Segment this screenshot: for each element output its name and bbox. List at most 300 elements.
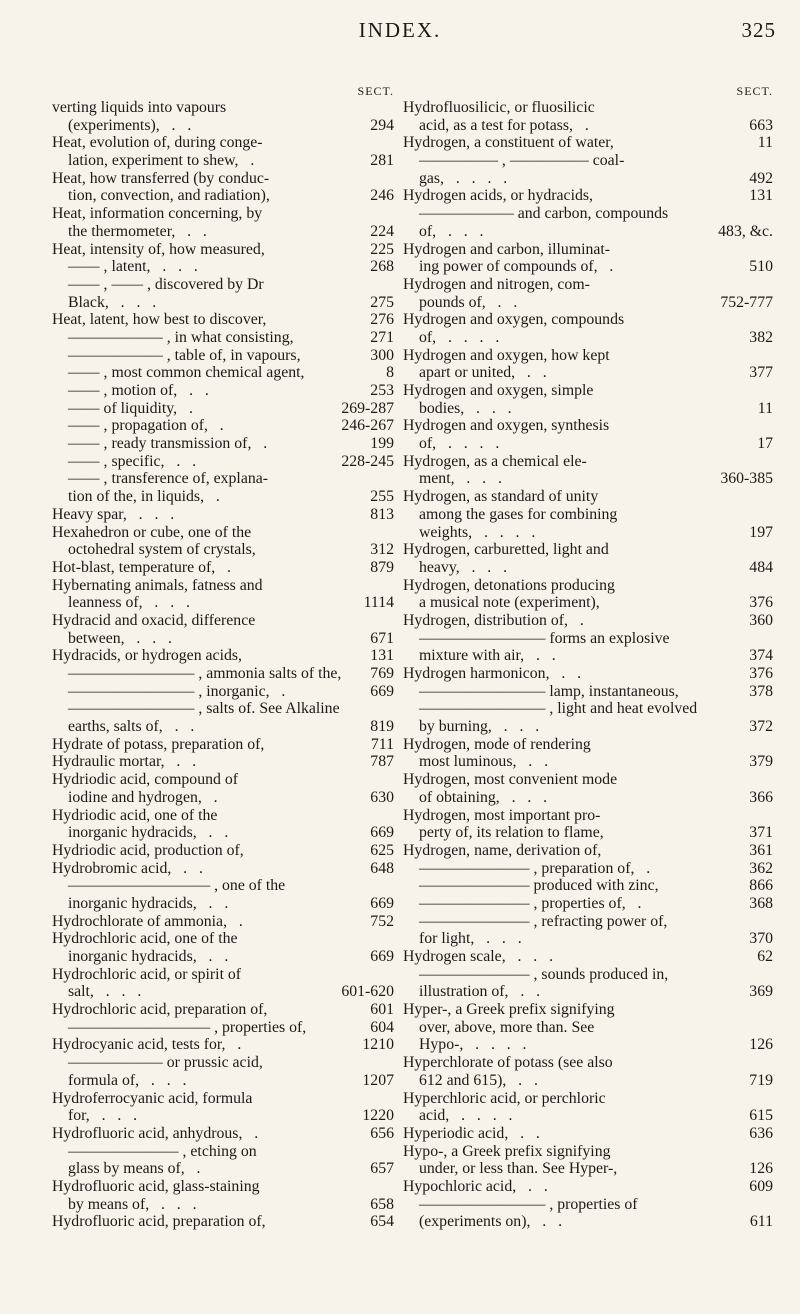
entry-text: among the gases for combining	[419, 505, 618, 523]
entry-text: Hot-blast, temperature of, .	[52, 558, 231, 576]
index-entry-line	[52, 877, 394, 895]
section-number: 484	[749, 558, 773, 576]
entry-text: Hydrocyanic acid, tests for, .	[52, 1036, 242, 1054]
section-number: 483, &c.	[718, 222, 773, 240]
index-entries-right	[403, 99, 773, 1231]
section-number: 379	[749, 753, 773, 771]
entry-text: weights, . . . .	[419, 523, 536, 541]
entry-text: ————————— , one of the	[68, 877, 286, 895]
entry-text: acid, as a test for potass, .	[419, 116, 589, 134]
section-number: 372	[749, 718, 773, 736]
entry-text: ——————— , refracting power of,	[419, 912, 668, 930]
index-entry-line	[403, 1196, 773, 1214]
section-number: 246-267	[341, 417, 394, 435]
entry-text: ——————— , properties of, .	[419, 894, 642, 912]
entry-text: Hydrate of potass, preparation of,	[52, 735, 265, 753]
index-entry-line	[52, 1001, 394, 1019]
entry-text: bodies, . . .	[419, 399, 512, 417]
section-number: 625	[370, 841, 394, 859]
index-entry-line	[403, 117, 773, 135]
section-number: 492	[749, 169, 773, 187]
index-entry-line	[403, 877, 773, 895]
entry-text: —— of liquidity, .	[68, 399, 193, 417]
section-number: 362	[749, 859, 773, 877]
section-number: 268	[370, 258, 394, 276]
index-entry-line	[403, 99, 773, 117]
index-entry-line	[52, 1036, 394, 1054]
index-entry-line	[52, 930, 394, 948]
index-entry-line	[52, 294, 394, 312]
section-number: 382	[749, 328, 773, 346]
index-column-left	[52, 84, 394, 1231]
section-number: 752	[370, 912, 394, 930]
section-number: 769	[370, 665, 394, 682]
section-number: 866	[749, 877, 773, 895]
index-entry-line	[403, 134, 773, 152]
index-entry-line	[403, 294, 773, 312]
index-entry-line	[52, 807, 394, 825]
index-entry-line	[403, 718, 773, 736]
section-number: 669	[370, 682, 394, 700]
index-entry-line	[403, 1054, 773, 1072]
index-entry-line	[52, 329, 394, 347]
entry-text: —— , ready transmission of, .	[68, 435, 268, 453]
index-entry-line	[403, 276, 773, 294]
entry-text: Hydrofluoric acid, anhydrous, .	[52, 1124, 259, 1142]
section-number: 669	[370, 894, 394, 912]
entry-text: ———————— , properties of	[419, 1195, 638, 1213]
index-entry-line	[52, 241, 394, 259]
section-number: 656	[370, 1124, 394, 1142]
entry-text: Heat, intensity of, how measured,	[52, 240, 265, 258]
page-header	[0, 8, 800, 44]
index-entry-line	[403, 205, 773, 223]
index-entry-line	[403, 1072, 773, 1090]
entry-text: Hydriodic acid, production of,	[52, 841, 244, 859]
index-entry-line	[403, 364, 773, 382]
entry-text: Hypo-, a Greek prefix signifying	[403, 1142, 611, 1160]
entry-text: leanness of, . . .	[68, 594, 190, 612]
entry-text: apart or united, . .	[419, 364, 547, 382]
index-entry-line	[52, 559, 394, 577]
section-number: 752-777	[720, 293, 773, 311]
section-number: 719	[749, 1071, 773, 1089]
entry-text: Hybernating animals, fatness and	[52, 576, 263, 594]
sect-label: SECT.	[736, 84, 773, 98]
entry-text: of, . . . .	[419, 435, 500, 453]
section-number: 224	[370, 222, 394, 240]
index-column-right	[403, 84, 773, 1231]
entry-text: ——————— produced with zinc,	[419, 877, 659, 895]
section-number: 604	[370, 1018, 394, 1036]
index-entry-line	[52, 789, 394, 807]
index-entry-line	[403, 435, 773, 453]
entry-text: —— , most common chemical agent,	[68, 364, 305, 382]
index-entry-line	[403, 1107, 773, 1125]
page-number: 325	[741, 18, 776, 42]
index-entry-line	[52, 913, 394, 931]
entry-text: —— , propagation of, .	[68, 417, 224, 435]
entry-text: (experiments on), . .	[419, 1213, 563, 1231]
index-entry-line	[403, 311, 773, 329]
entry-text: tion of the, in liquids, .	[68, 488, 220, 506]
entry-text: Hydrogen, detonations producing	[403, 576, 615, 594]
index-entry-line	[52, 718, 394, 736]
index-entry-line	[403, 771, 773, 789]
section-number: 510	[749, 258, 773, 276]
section-number: 711	[370, 735, 394, 753]
index-entry-line	[403, 577, 773, 595]
index-entry-line	[403, 453, 773, 471]
index-entry-line	[403, 417, 773, 435]
entry-text: Hypo-, . . . .	[419, 1036, 527, 1054]
entry-text: ———————— , ammonia salts of the,	[68, 665, 342, 682]
section-number: 669	[370, 948, 394, 965]
entry-text: Hydrochloric acid, or spirit of	[52, 965, 242, 983]
section-number: 378	[749, 682, 773, 700]
entry-text: verting liquids into vapours	[52, 99, 227, 116]
entry-text: Heat, how transferred (by conduc-	[52, 169, 270, 187]
section-number: 377	[749, 364, 773, 382]
index-entry-line	[52, 966, 394, 984]
index-entry-line	[403, 258, 773, 276]
section-number: 669	[370, 824, 394, 842]
entry-text: formula of, . . .	[68, 1071, 187, 1089]
section-number: 197	[749, 523, 773, 541]
entry-text: of obtaining, . . .	[419, 788, 548, 806]
section-number: 671	[370, 629, 394, 647]
entry-text: ———————— forms an explosive	[419, 629, 670, 647]
index-entry-line	[403, 683, 773, 701]
index-entry-line	[52, 400, 394, 418]
index-entry-line	[52, 647, 394, 665]
index-entry-line	[403, 1125, 773, 1143]
index-entry-line	[52, 771, 394, 789]
section-number: 630	[370, 788, 394, 806]
section-number: 658	[370, 1195, 394, 1213]
section-number: 787	[370, 753, 394, 771]
entry-text: —————— or prussic acid,	[68, 1054, 263, 1072]
index-entry-line	[403, 860, 773, 878]
index-entry-line	[403, 152, 773, 170]
entry-text: ——————— , sounds produced in,	[419, 965, 669, 983]
index-entry-line	[52, 1178, 394, 1196]
entry-text: Hydrochloric acid, preparation of,	[52, 1001, 268, 1019]
index-entry-line	[52, 152, 394, 170]
index-entries-left	[52, 99, 394, 1231]
index-entry-line	[403, 594, 773, 612]
entry-text: Hydrogen, a constituent of water,	[403, 134, 614, 152]
index-entry-line	[403, 753, 773, 771]
entry-text: ————— , ————— coal-	[419, 152, 625, 170]
section-number: 8	[386, 364, 394, 382]
entry-text: tion, convection, and radiation),	[68, 187, 270, 205]
index-entry-line	[403, 1036, 773, 1054]
entry-text: of, . . .	[419, 222, 484, 240]
entry-text: Hydrogen, carburetted, light and	[403, 541, 609, 559]
index-entry-line	[52, 1143, 394, 1161]
entry-text: Hydrogen, name, derivation of,	[403, 841, 602, 859]
entry-text: by means of, . . .	[68, 1195, 197, 1213]
index-entry-line	[403, 736, 773, 754]
entry-text: Hydraulic mortar, . .	[52, 753, 197, 771]
entry-text: Heat, evolution of, during conge-	[52, 134, 263, 152]
entry-text: —— , —— , discovered by Dr	[68, 275, 264, 293]
section-number: 11	[757, 134, 773, 152]
index-entry-line	[403, 842, 773, 860]
index-entry-line	[52, 311, 394, 329]
section-number: 255	[370, 488, 394, 506]
index-entry-line	[403, 1019, 773, 1037]
entry-text: ment, . . .	[419, 470, 502, 488]
index-entry-line	[403, 700, 773, 718]
entry-text: inorganic hydracids, . .	[68, 948, 229, 965]
entry-text: Hydrofluosilicic, or fluosilicic	[403, 99, 595, 116]
section-number: 131	[370, 647, 394, 665]
index-entry-line	[52, 612, 394, 630]
entry-text: Hydracid and oxacid, difference	[52, 611, 256, 629]
index-entry-line	[52, 99, 394, 117]
entry-text: lation, experiment to shew, .	[68, 152, 255, 170]
section-number: 371	[749, 824, 773, 842]
entry-text: Hyper-, a Greek prefix signifying	[403, 1001, 615, 1019]
section-number: 368	[749, 894, 773, 912]
index-entry-line	[403, 329, 773, 347]
index-entry-line	[52, 258, 394, 276]
entry-text: Hydrogen and oxygen, synthesis	[403, 417, 610, 435]
section-number: 813	[370, 505, 394, 523]
section-number: 879	[370, 558, 394, 576]
index-entry-line	[403, 470, 773, 488]
index-entry-line	[52, 117, 394, 135]
entry-text: Hydrogen, most convenient mode	[403, 771, 618, 789]
entry-text: —————— , in what consisting,	[68, 328, 294, 346]
entry-text: Hydrogen harmonicon, . .	[403, 665, 582, 682]
index-entry-line	[52, 364, 394, 382]
section-number: 654	[370, 1213, 394, 1231]
entry-text: Hydrofluoric acid, glass-staining	[52, 1177, 260, 1195]
entry-text: glass by means of, .	[68, 1160, 201, 1178]
index-entry-line	[52, 417, 394, 435]
section-number: 369	[749, 983, 773, 1001]
index-entry-line	[403, 400, 773, 418]
entry-text: Hydrogen, as standard of unity	[403, 488, 599, 506]
section-number: 601	[370, 1001, 394, 1019]
index-entry-line	[403, 524, 773, 542]
index-entry-line	[52, 630, 394, 648]
section-number: 246	[370, 187, 394, 205]
entry-text: Hydrochloric acid, one of the	[52, 930, 238, 948]
entry-text: Heavy spar, . . .	[52, 505, 175, 523]
index-entry-line	[52, 1054, 394, 1072]
index-entry-line	[403, 187, 773, 205]
section-number: 636	[749, 1124, 773, 1142]
index-entry-line	[403, 1160, 773, 1178]
entry-text: inorganic hydracids, . .	[68, 824, 229, 842]
entry-text: Hydrogen and oxygen, how kept	[403, 346, 610, 364]
section-number: 609	[749, 1177, 773, 1195]
entry-text: illustration of, . .	[419, 983, 541, 1001]
index-entry-line	[403, 241, 773, 259]
section-number: 17	[757, 435, 773, 453]
entry-text: of, . . . .	[419, 328, 500, 346]
index-entry-line	[403, 665, 773, 683]
index-entry-line	[403, 223, 773, 241]
entry-text: iodine and hydrogen, .	[68, 788, 218, 806]
entry-text: ——————— , etching on	[68, 1142, 257, 1160]
index-entry-line	[52, 524, 394, 542]
index-entry-line	[52, 824, 394, 842]
index-entry-line	[52, 1019, 394, 1037]
index-entry-line	[403, 382, 773, 400]
section-number: 648	[370, 859, 394, 877]
entry-text: between, . . .	[68, 629, 172, 647]
section-number: 253	[370, 382, 394, 399]
index-entry-line	[52, 453, 394, 471]
index-entry-line	[403, 612, 773, 630]
index-entry-line	[52, 435, 394, 453]
index-entry-line	[403, 1213, 773, 1231]
index-entry-line	[403, 895, 773, 913]
index-entry-line	[52, 347, 394, 365]
index-entry-line	[52, 205, 394, 223]
entry-text: Hydrogen acids, or hydracids,	[403, 187, 593, 205]
entry-text: Hydrogen, mode of rendering	[403, 735, 591, 753]
index-entry-line	[52, 1160, 394, 1178]
entry-text: mixture with air, . .	[419, 647, 556, 665]
entry-text: ——————— , preparation of, .	[419, 859, 651, 877]
entry-text: Hydrogen, most important pro-	[403, 806, 601, 824]
index-entry-line	[52, 1090, 394, 1108]
entry-text: Hydrogen scale, . . .	[403, 948, 554, 965]
index-entry-line	[52, 541, 394, 559]
index-entry-line	[403, 170, 773, 188]
section-number: 663	[749, 116, 773, 134]
index-entry-line	[403, 630, 773, 648]
entry-text: Hydrochlorate of ammonia, .	[52, 912, 243, 930]
index-entry-line	[403, 913, 773, 931]
index-entry-line	[403, 966, 773, 984]
entry-text: most luminous, . .	[419, 753, 549, 771]
index-entry-line	[52, 1125, 394, 1143]
section-number: 366	[749, 788, 773, 806]
index-entry-line	[52, 842, 394, 860]
section-number: 225	[370, 240, 394, 258]
entry-text: Hydriodic acid, compound of	[52, 771, 239, 789]
index-entry-line	[52, 895, 394, 913]
index-entry-line	[52, 134, 394, 152]
index-entry-line	[52, 683, 394, 701]
entry-text: Hydrofluoric acid, preparation of,	[52, 1213, 266, 1231]
entry-text: Hydrogen, as a chemical ele-	[403, 452, 587, 470]
entry-text: Black, . . .	[68, 293, 157, 311]
index-entry-line	[52, 665, 394, 683]
entry-text: Hydroferrocyanic acid, formula	[52, 1089, 253, 1107]
section-number: 275	[370, 293, 394, 311]
section-number: 376	[749, 594, 773, 612]
index-entry-line	[52, 948, 394, 966]
section-number: 657	[370, 1160, 394, 1178]
entry-text: earths, salts of, . .	[68, 718, 195, 736]
index-entry-line	[403, 930, 773, 948]
section-number: 228-245	[341, 452, 394, 470]
section-number: 271	[370, 328, 394, 346]
entry-text: Heat, latent, how best to discover,	[52, 311, 267, 329]
section-number: 294	[370, 116, 394, 134]
entry-text: Hydrogen and carbon, illuminat-	[403, 240, 611, 258]
entry-text: ———————— , light and heat evolved	[419, 700, 698, 718]
entry-text: —————— , table of, in vapours,	[68, 346, 301, 364]
index-entry-line	[403, 948, 773, 966]
entry-text: for light, . . .	[419, 930, 522, 948]
section-number: 376	[749, 665, 773, 682]
index-entry-line	[403, 1090, 773, 1108]
index-entry-line	[52, 860, 394, 878]
entry-text: pounds of, . .	[419, 293, 518, 311]
entry-text: for, . . .	[68, 1107, 138, 1125]
section-number: 131	[749, 187, 773, 205]
index-entry-line	[403, 983, 773, 1001]
entry-text: (experiments), . .	[68, 116, 192, 134]
entry-text: Hexahedron or cube, one of the	[52, 523, 252, 541]
index-entry-line	[403, 1178, 773, 1196]
entry-text: gas, . . . .	[419, 169, 508, 187]
entry-text: octohedral system of crystals,	[68, 541, 256, 559]
index-entry-line	[52, 700, 394, 718]
index-entry-line	[403, 824, 773, 842]
index-entry-line	[52, 382, 394, 400]
entry-text: Hyperchloric acid, or perchloric	[403, 1089, 606, 1107]
section-number: 360-385	[720, 470, 773, 488]
section-number: 370	[749, 930, 773, 948]
entry-text: salt, . . .	[68, 983, 142, 1001]
section-number: 615	[749, 1107, 773, 1125]
entry-text: Hydrogen and oxygen, simple	[403, 382, 594, 399]
index-entry-line	[52, 1196, 394, 1214]
page-title: INDEX.	[358, 18, 442, 42]
entry-text: Hydracids, or hydrogen acids,	[52, 647, 242, 665]
section-number: 1114	[363, 594, 394, 612]
index-entry-line	[52, 983, 394, 1001]
entry-text: under, or less than. See Hyper-,	[419, 1160, 618, 1178]
entry-text: 612 and 615), . .	[419, 1071, 538, 1089]
entry-text: Hyperchlorate of potass (see also	[403, 1054, 613, 1072]
entry-text: Hydriodic acid, one of the	[52, 806, 218, 824]
section-number: 601-620	[341, 983, 394, 1001]
index-entry-line	[52, 187, 394, 205]
index-entry-line	[403, 559, 773, 577]
section-number: 1220	[362, 1107, 394, 1125]
entry-text: —— , latent, . . .	[68, 258, 198, 276]
sect-label: SECT.	[357, 84, 394, 98]
section-number: 126	[749, 1036, 773, 1054]
index-entry-line	[52, 488, 394, 506]
section-number: 1207	[362, 1071, 394, 1089]
entry-text: Hydrogen and oxygen, compounds	[403, 311, 625, 329]
index-entry-line	[52, 1072, 394, 1090]
section-number: 360	[749, 611, 773, 629]
entry-text: —— , motion of, . .	[68, 382, 209, 399]
section-number: 276	[370, 311, 394, 329]
section-number: 126	[749, 1160, 773, 1178]
index-entry-line	[52, 223, 394, 241]
entry-text: perty of, its relation to flame,	[419, 824, 604, 842]
entry-text: —— , transference of, explana-	[68, 470, 268, 488]
section-number: 281	[370, 152, 394, 170]
section-number: 361	[749, 841, 773, 859]
index-entry-line	[403, 541, 773, 559]
index-entry-line	[403, 488, 773, 506]
